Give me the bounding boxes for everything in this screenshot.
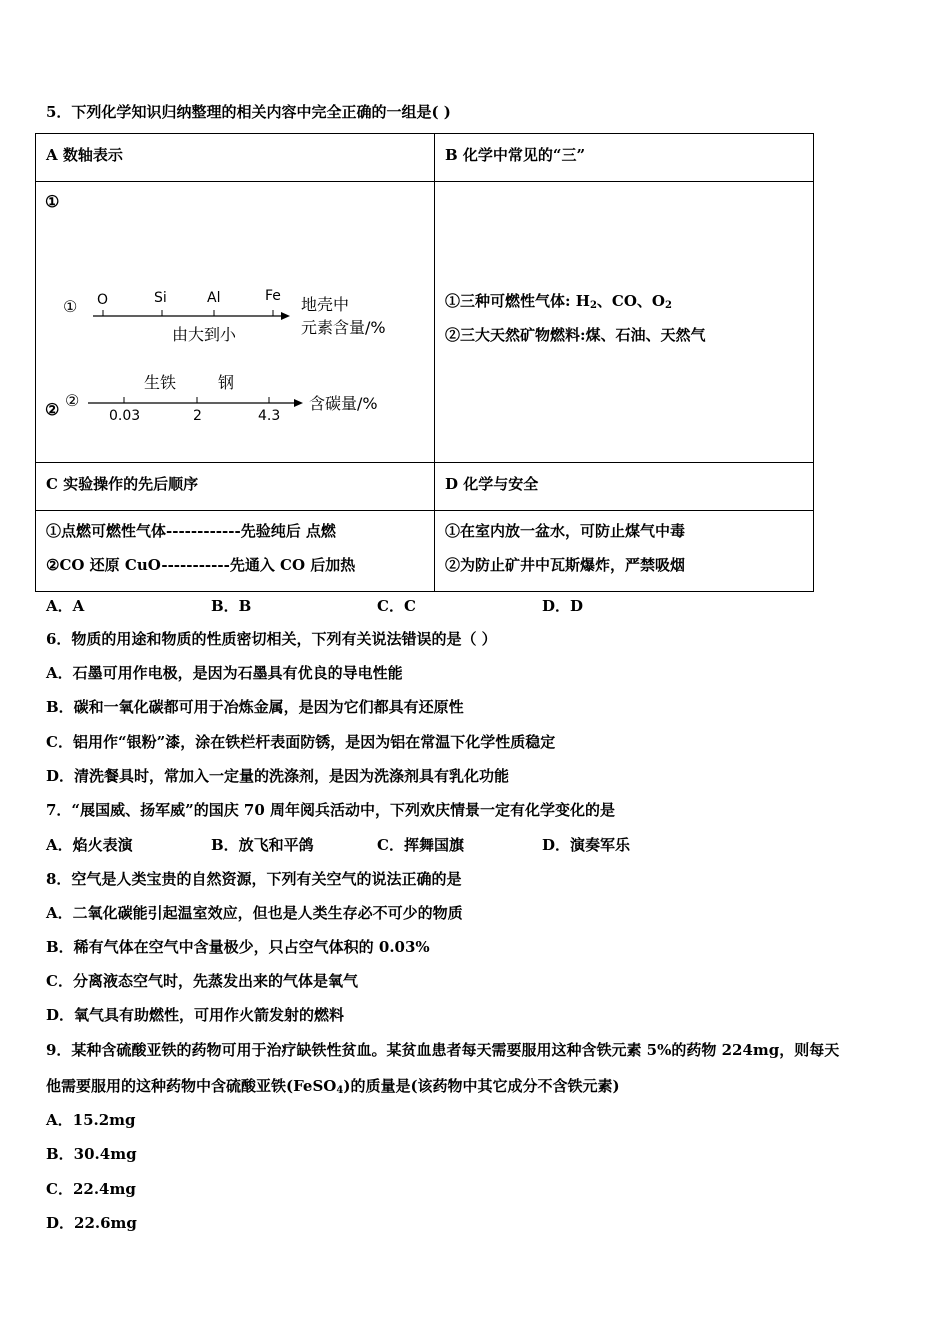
q5-stem: 5．下列化学知识归纳整理的相关内容中完全正确的一组是( ) — [46, 103, 451, 121]
axis1-arrow — [281, 312, 290, 320]
q5-option-b[interactable]: B．B — [211, 597, 252, 615]
q5-options — [46, 595, 746, 615]
q8-option-a[interactable]: A．二氧化碳能引起温室效应，但也是人类生存必不可少的物质 — [46, 904, 463, 922]
q8-option-c[interactable]: C．分离液态空气时，先蒸发出来的气体是氧气 — [46, 972, 358, 990]
top-marker: ① — [45, 192, 60, 211]
q8-option-b[interactable]: B．稀有气体在空气中含量极少，只占空气体积的 0.03% — [46, 938, 430, 956]
q9-option-a[interactable]: A．15.2mg — [46, 1111, 136, 1129]
axis2-outer-marker: ② — [45, 400, 60, 419]
cell-d-content — [435, 511, 814, 592]
axis1-end-label-2: 元素含量/% — [301, 318, 386, 337]
cell-d-line-1: ①在室内放一盆水，可防止煤气中毒 — [445, 522, 686, 540]
q8-option-d[interactable]: D．氧气具有助燃性，可用作火箭发射的燃料 — [46, 1006, 345, 1024]
axis1-tick-o: O — [97, 292, 109, 308]
q7-stem: 7．“展国威、扬军威”的国庆 70 周年阅兵活动中，下列欢庆情景一定有化学变化的是 — [46, 801, 616, 819]
q7-option-d[interactable]: D．演奏军乐 — [542, 836, 631, 854]
axis1-tick-al: Al — [207, 290, 221, 306]
q7-option-b[interactable]: B．放飞和平鸽 — [211, 836, 314, 854]
q9-option-c[interactable]: C．22.4mg — [46, 1180, 136, 1198]
cell-c-line-2: ②CO 还原 CuO-----------先通入 CO 后加热 — [46, 556, 356, 574]
q5-table — [35, 133, 814, 592]
axis1-marker: ① — [63, 297, 78, 316]
axis1-below-label: 由大到小 — [172, 325, 237, 344]
cell-b-title: B 化学中常见的“三” — [435, 134, 814, 182]
axis2-label-pig-iron: 生铁 — [144, 373, 177, 392]
axis2-tick-43: 4.3 — [258, 408, 281, 424]
q5-option-a[interactable]: A．A — [46, 597, 85, 615]
cell-c-line-1: ①点燃可燃性气体------------先验纯后 点燃 — [46, 522, 336, 540]
q9-stem-line-1: 9．某种含硫酸亚铁的药物可用于治疗缺铁性贫血。某贫血患者每天需要服用这种含铁元素 5%的药物 224mg，则每天 — [46, 1041, 840, 1059]
q7-option-c[interactable]: C．挥舞国旗 — [377, 836, 464, 854]
q9-option-d[interactable]: D．22.6mg — [46, 1214, 137, 1232]
number-axis-diagram — [36, 182, 415, 462]
q7-options — [46, 834, 746, 854]
axis2-arrow — [294, 399, 303, 407]
q6-option-d[interactable]: D．清洗餐具时，常加入一定量的洗涤剂，是因为洗涤剂具有乳化功能 — [46, 767, 510, 785]
cell-b-line-1: ①三种可燃性气体: $H_2$、CO、$O_2$ — [445, 292, 672, 311]
axis1-tick-si: Si — [154, 290, 167, 306]
q8-stem: 8．空气是人类宝贵的自然资源，下列有关空气的说法正确的是 — [46, 870, 462, 888]
axis2-tick-003: 0.03 — [109, 408, 141, 424]
cell-b-line-2: ②三大天然矿物燃料:煤、石油、天然气 — [445, 326, 706, 344]
cell-c-title: C 实验操作的先后顺序 — [36, 463, 435, 511]
q6-option-c[interactable]: C．铝用作“银粉”漆，涂在铁栏杆表面防锈，是因为铝在常温下化学性质稳定 — [46, 733, 556, 751]
cell-d-title: D 化学与安全 — [435, 463, 814, 511]
q6-option-a[interactable]: A．石墨可用作电极，是因为石墨具有优良的导电性能 — [46, 664, 403, 682]
q5-option-d[interactable]: D．D — [542, 597, 584, 615]
q6-stem: 6．物质的用途和物质的性质密切相关，下列有关说法错误的是（ ） — [46, 630, 497, 648]
q6-option-b[interactable]: B．碳和一氧化碳都可用于冶炼金属，是因为它们都具有还原性 — [46, 698, 464, 716]
axis1-end-label-1: 地壳中 — [301, 295, 350, 314]
q5-option-c[interactable]: C．C — [377, 597, 416, 615]
cell-b-content — [435, 182, 814, 463]
cell-a-content — [36, 182, 435, 463]
axis1-tick-fe: Fe — [265, 288, 281, 304]
q9-option-b[interactable]: B．30.4mg — [46, 1145, 137, 1163]
axis2-label-steel: 钢 — [218, 373, 235, 392]
axis2-marker: ② — [65, 391, 80, 410]
cell-d-line-2: ②为防止矿井中瓦斯爆炸，严禁吸烟 — [445, 556, 686, 574]
cell-c-content — [36, 511, 435, 592]
axis2-tick-2: 2 — [193, 408, 202, 424]
q7-option-a[interactable]: A．焰火表演 — [46, 836, 133, 854]
axis2-end-label: 含碳量/% — [309, 394, 378, 413]
cell-a-title: A 数轴表示 — [36, 134, 435, 182]
q9-stem-line-2: 他需要服用的这种药物中含硫酸亚铁(FeSO$_4$)的质量是(该药物中其它成分不含铁元素) — [46, 1077, 620, 1096]
